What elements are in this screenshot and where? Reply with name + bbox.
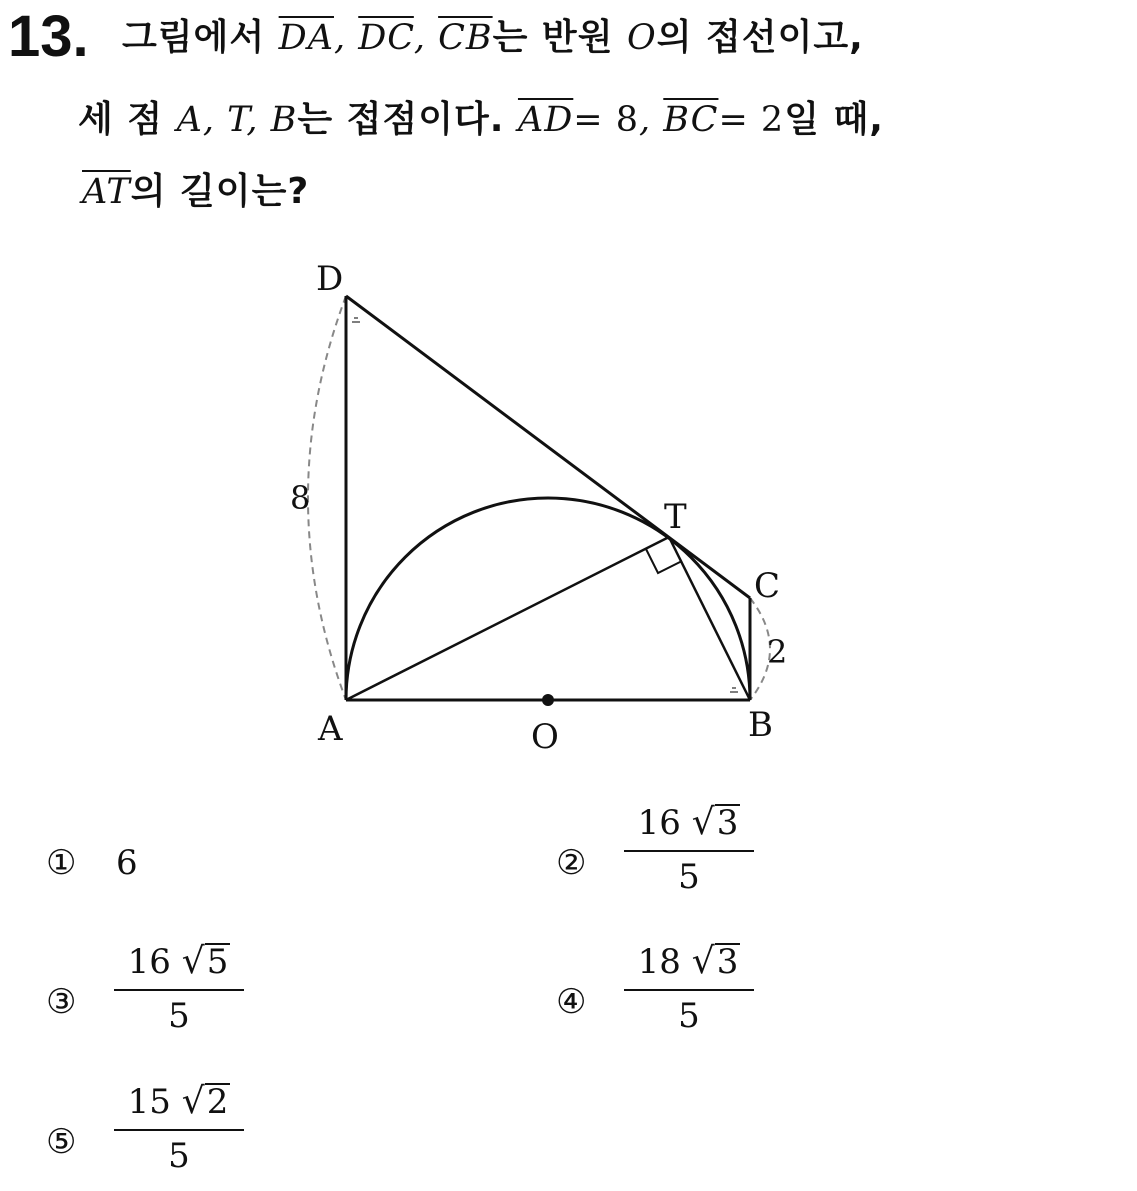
radical-sign: √ (691, 941, 715, 982)
choice-marker: ② (556, 843, 587, 883)
numerator (624, 943, 754, 980)
segment-dc-line (346, 296, 750, 598)
denominator: 5 (678, 857, 700, 897)
separator: , (639, 100, 664, 140)
problem-number: 13. (8, 4, 89, 69)
tangent-points: A, T, B (176, 100, 298, 140)
question-text: 일 때, (784, 99, 884, 140)
radicand: 3 (716, 942, 739, 982)
separator: , (333, 18, 359, 58)
coefficient: 15 (127, 1082, 171, 1122)
denominator: 5 (168, 996, 190, 1036)
length-label-bc: 2 (767, 633, 788, 671)
choice-value: 6 (116, 843, 138, 883)
radical-sign: √ (181, 1081, 205, 1122)
numerator (114, 943, 244, 980)
question-text: 는 접점이다. (297, 99, 518, 140)
fraction (624, 943, 754, 1043)
label-t: T (664, 497, 687, 537)
numerator (114, 1083, 244, 1120)
fraction (114, 1083, 244, 1183)
fraction-bar (114, 989, 244, 991)
coefficient: 18 (637, 942, 681, 982)
radicand: 5 (206, 942, 229, 982)
segment-at: $\overline{AT}$ (82, 172, 131, 212)
segment-cb: $\overline{CB}$ (438, 18, 493, 58)
length-arc-ad (308, 296, 346, 700)
choice-marker: ③ (46, 982, 77, 1022)
length-label-ad: 8 (290, 479, 311, 517)
fraction-bar (624, 850, 754, 852)
numerator (624, 804, 754, 841)
radicand: 3 (716, 803, 739, 843)
question-text: 는 반원 (492, 17, 628, 58)
equation-ad: = 8 (573, 100, 640, 140)
label-d: D (316, 259, 344, 299)
equation-bc: = 2 (718, 100, 785, 140)
label-c: C (754, 566, 781, 606)
question-text: 의 접선이고, (656, 17, 864, 58)
circle-name: O (627, 18, 657, 58)
coefficient: 16 (127, 942, 171, 982)
label-a: A (318, 709, 343, 749)
label-o: O (531, 717, 559, 757)
fraction (114, 943, 244, 1043)
radical-sign: √ (181, 941, 205, 982)
choice-marker: ④ (556, 982, 587, 1022)
fraction-bar (624, 989, 754, 991)
tick-mark-d (352, 318, 360, 322)
radicand: 2 (206, 1082, 229, 1122)
question-text: 의 길이는? (130, 171, 310, 212)
segment-da: $\overline{DA}$ (278, 18, 334, 58)
separator: , (413, 18, 439, 58)
label-b: B (748, 705, 773, 745)
choice-marker: ⑤ (46, 1122, 77, 1162)
segment-ad: $\overline{AD}$ (517, 100, 574, 140)
segment-dc: $\overline{DC}$ (358, 18, 414, 58)
denominator: 5 (168, 1136, 190, 1176)
center-point-o (542, 694, 554, 706)
choice-marker: ① (46, 843, 77, 883)
radical-sign: √ (691, 802, 715, 843)
question-text: 세 점 (78, 99, 177, 140)
tick-mark-b (730, 688, 738, 692)
fraction-bar (114, 1129, 244, 1131)
denominator: 5 (678, 996, 700, 1036)
coefficient: 16 (637, 803, 681, 843)
fraction (624, 804, 754, 904)
segment-at-line (346, 537, 669, 700)
segment-bc: $\overline{BC}$ (663, 100, 719, 140)
question-text: 그림에서 (122, 17, 279, 58)
